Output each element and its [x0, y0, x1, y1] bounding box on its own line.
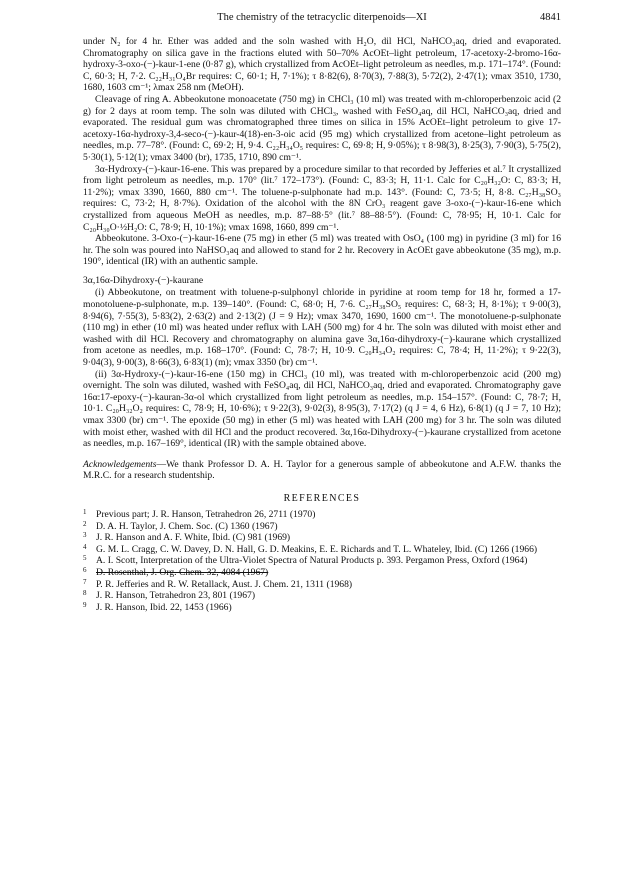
- reference-number: 7: [83, 577, 87, 586]
- reference-item: [83, 544, 561, 556]
- running-title: The chemistry of the tetracyclic diterpenoids—XI: [217, 12, 427, 23]
- reference-number: 3: [83, 531, 87, 540]
- page-number: 4841: [540, 12, 561, 23]
- reference-item: [83, 509, 561, 521]
- acknowledgements: [83, 459, 561, 482]
- reference-item: [83, 590, 561, 602]
- reference-text: D. A. H. Taylor, J. Chem. Soc. (C) 1360 (1967): [96, 520, 278, 532]
- journal-page: [83, 12, 561, 613]
- reference-number: 2: [83, 519, 87, 528]
- reference-text: G. M. L. Cragg, C. W. Davey, D. N. Hall, G. D. Meakins, E. E. Richards and T. L. Whateley, Ibid. (C) 1266 (1966): [96, 543, 538, 555]
- reference-text: J. R. Hanson, Ibid. 22, 1453 (1966): [96, 601, 232, 613]
- reference-text: J. R. Hanson, Tetrahedron 23, 801 (1967): [96, 590, 256, 602]
- reference-number: 4: [83, 542, 87, 551]
- paragraph-method-ii: (ii) 3α-Hydroxy-(−)-kaur-16-ene (150 mg) in CHCl₃ (10 ml), was treated with m-chloroperbenzoic acid (200 mg) overnight. The soln was diluted, washed with FeSO₄aq, dil HCl, NaHCO₃aq, dried and evaporated. Chromatography gave 16α:17-epoxy-(−)-kauran-3α-ol which crystallized from light petroleum as needles, m.p. 154–157°. (Found: C, 78·7; H, 10·1. C₂₀H₃₂O₂ requires: C, 78·9; H, 10·6%); τ 9·22(3), 9·02(3), 8·95(3), 7·17(2) (q J = 4, 6 Hz), 6·8(1) (q J = 7, 10 Hz); νmax 3300 (br) cm⁻¹. The epoxide (50 mg) in ether (5 ml) was heated with LAH (200 mg) for 3 hr. The soln was diluted with moist ether, washed with dil HCl and the product recovered. 3α,16α-Dihydroxy-(−)-kaurane crystallized from acetone as needles, m.p. 167–169°, identical (IR) with the sample obtained above.: [83, 368, 561, 450]
- reference-text: D. Rosenthal, J. Org. Chem. 32, 4084 (1967): [96, 566, 269, 578]
- reference-text: P. R. Jefferies and R. W. Retallack, Aust. J. Chem. 21, 1311 (1968): [96, 578, 353, 590]
- section-heading: 3α,16α-Dihydroxy-(−)-kaurane: [83, 274, 204, 286]
- reference-item: [83, 555, 561, 567]
- references-list: [83, 509, 561, 613]
- acknowledgements-label: Acknowledgements: [83, 458, 157, 470]
- reference-item: [83, 579, 561, 591]
- paragraph-continued: under N₂ for 4 hr. Ether was added and the soln washed with H₂O, dil HCl, NaHCO₃aq, dried and evaporated. Chromatography on silica gave in the fractions eluted with 50–70% AcOEt–light petroleum, 17-acetoxy-2-bromo-16α-hydroxy-3-oxo-(−)-kaur-1-ene (0·87 g), which crystallized from AcOEt–light petroleum as needles, m.p. 171–174°. (Found: C, 60·3; H, 7·2. C₂₂H₃₁O₄Br requires: C, 60·1; H, 7·1%); τ 8·82(6), 8·70(3), 7·88(3), 5·72(2), 2·47(1); νmax 3510, 1730, 1680, 1603 cm⁻¹; λmax 258 nm (MeOH).: [83, 36, 561, 94]
- reference-number: 5: [83, 554, 87, 563]
- reference-item: [83, 532, 561, 544]
- reference-item: [83, 567, 561, 579]
- reference-item: [83, 602, 561, 614]
- references-heading: REFERENCES: [283, 492, 361, 504]
- running-head: [83, 12, 561, 28]
- reference-text: J. R. Hanson and A. F. White, Ibid. (C) 981 (1969): [96, 532, 291, 544]
- paragraph-cleavage-ring-a: Cleavage of ring A. Abbeokutone monoacetate (750 mg) in CHCl₃ (10 ml) was treated with m-chloroperbenzoic acid (2 g) for 2 days at room temp. The soln was diluted with CHCl₃, washed with FeSO₄aq, dil HCl, NaHCO₃aq, dried and evaporated. The residual gum was chromatographed three times on silica in 15% AcOEt–light petroleum to give 17-acetoxy-16α-hydroxy-3,4-seco-(−)-kaur-4(18)-en-3-oic acid (95 mg) which crystallized from acetone–light petroleum as needles, m.p. 77–78°. (Found: C, 69·2; H, 9·4. C₂₂H₃₄O₅ requires: C, 69·8; H, 9·05%); τ 8·98(3), 8·25(3), 7·90(3), 5·75(2), 5·30(1), 5·12(1); νmax 3400 (br), 1735, 1710, 890 cm⁻¹.: [83, 93, 561, 163]
- paragraph-method-i: (i) Abbeokutone, on treatment with toluene-p-sulphonyl chloride in pyridine at room temp for 18 hr, formed a 17-monotoluene-p-sulphonate, m.p. 139–140°. (Found: C, 68·0; H, 7·6. C₂₇H₃₈SO₅ requires: C, 68·3; H, 8·1%); τ 9·00(3), 8·94(6), 7·55(3), 5·83(2), 2·63(2) and 2·13(2) (J = 9 Hz); νmax 3470, 1690, 1600 cm⁻¹. The monotoluene-p-sulphonate (110 mg) in ether (10 ml) was heated under reflux with LAH (500 mg) for 4 hr. The soln was diluted with moist ether and washed with dil HCl. Recovery and chromatography on alumina gave 3α,16α-dihydroxy-(−)-kaurane which crystallized from acetone as needles, m.p. 168–170°. (Found: C, 78·7; H, 10·9. C₂₀H₃₄O₂ requires: C, 78·4; H, 11·2%); τ 9·22(3), 9·04(3), 9·00(3), 8·66(3), 6·83(1) (m); νmax 3350 (br) cm⁻¹.: [83, 287, 561, 369]
- experimental-text: [83, 36, 561, 450]
- reference-number: 8: [83, 589, 87, 598]
- paragraph-abbeokutone: Abbeokutone. 3-Oxo-(−)-kaur-16-ene (75 mg) in ether (5 ml) was treated with OsO₄ (100 mg) in pyridine (3 ml) for 16 hr. The soln was poured into NaHSO₃aq and allowed to stand for 2 hr. Recovery in AcOEt gave abbeokutone (35 mg), m.p. 190°, identical (IR) with an authentic sample.: [83, 233, 561, 268]
- paragraph-hydroxy-kaurene: 3α-Hydroxy-(−)-kaur-16-ene. This was prepared by a procedure similar to that recorded by Jefferies et al.⁷ It crystallized from light petroleum as needles, m.p. 170° (lit.⁷ 172–173°). (Found: C, 83·3; H, 11·1. Calc for C₂₀H₃₂O: C, 83·3; H, 11·2%); νmax 3390, 1660, 880 cm⁻¹. The toluene-p-sulphonate had m.p. 143°. (Found: C, 73·5; H, 8·8. C₂₇H₃₈SO₃ requires: C, 73·2; H, 8·7%). Oxidation of the alcohol with the 8N CrO₃ reagent gave 3-oxo-(−)-kaur-16-ene which crystallized from aqueous MeOH as needles, m.p. 87–88·5° (lit.⁷ 88–88·5°). (Found: C, 78·95; H, 10·1. Calc for C₂₀H₃₀O·½H₂O: C, 78·9; H, 10·1%); νmax 1698, 1660, 899 cm⁻¹.: [83, 163, 561, 233]
- reference-item: [83, 521, 561, 533]
- reference-text: A. I. Scott, Interpretation of the Ultra-Violet Spectra of Natural Products p. 393. Pergamon Press, Oxford (1964): [96, 555, 528, 567]
- reference-text: Previous part; J. R. Hanson, Tetrahedron 26, 2711 (1970): [96, 508, 316, 520]
- reference-number: 9: [83, 600, 87, 609]
- reference-number: 1: [83, 507, 87, 516]
- reference-number: 6: [83, 565, 87, 574]
- acknowledgements-text: —We thank Professor D. A. H. Taylor for a generous sample of abbeokutone and A.F.W. thanks the M.R.C. for a research studentship.: [83, 458, 561, 482]
